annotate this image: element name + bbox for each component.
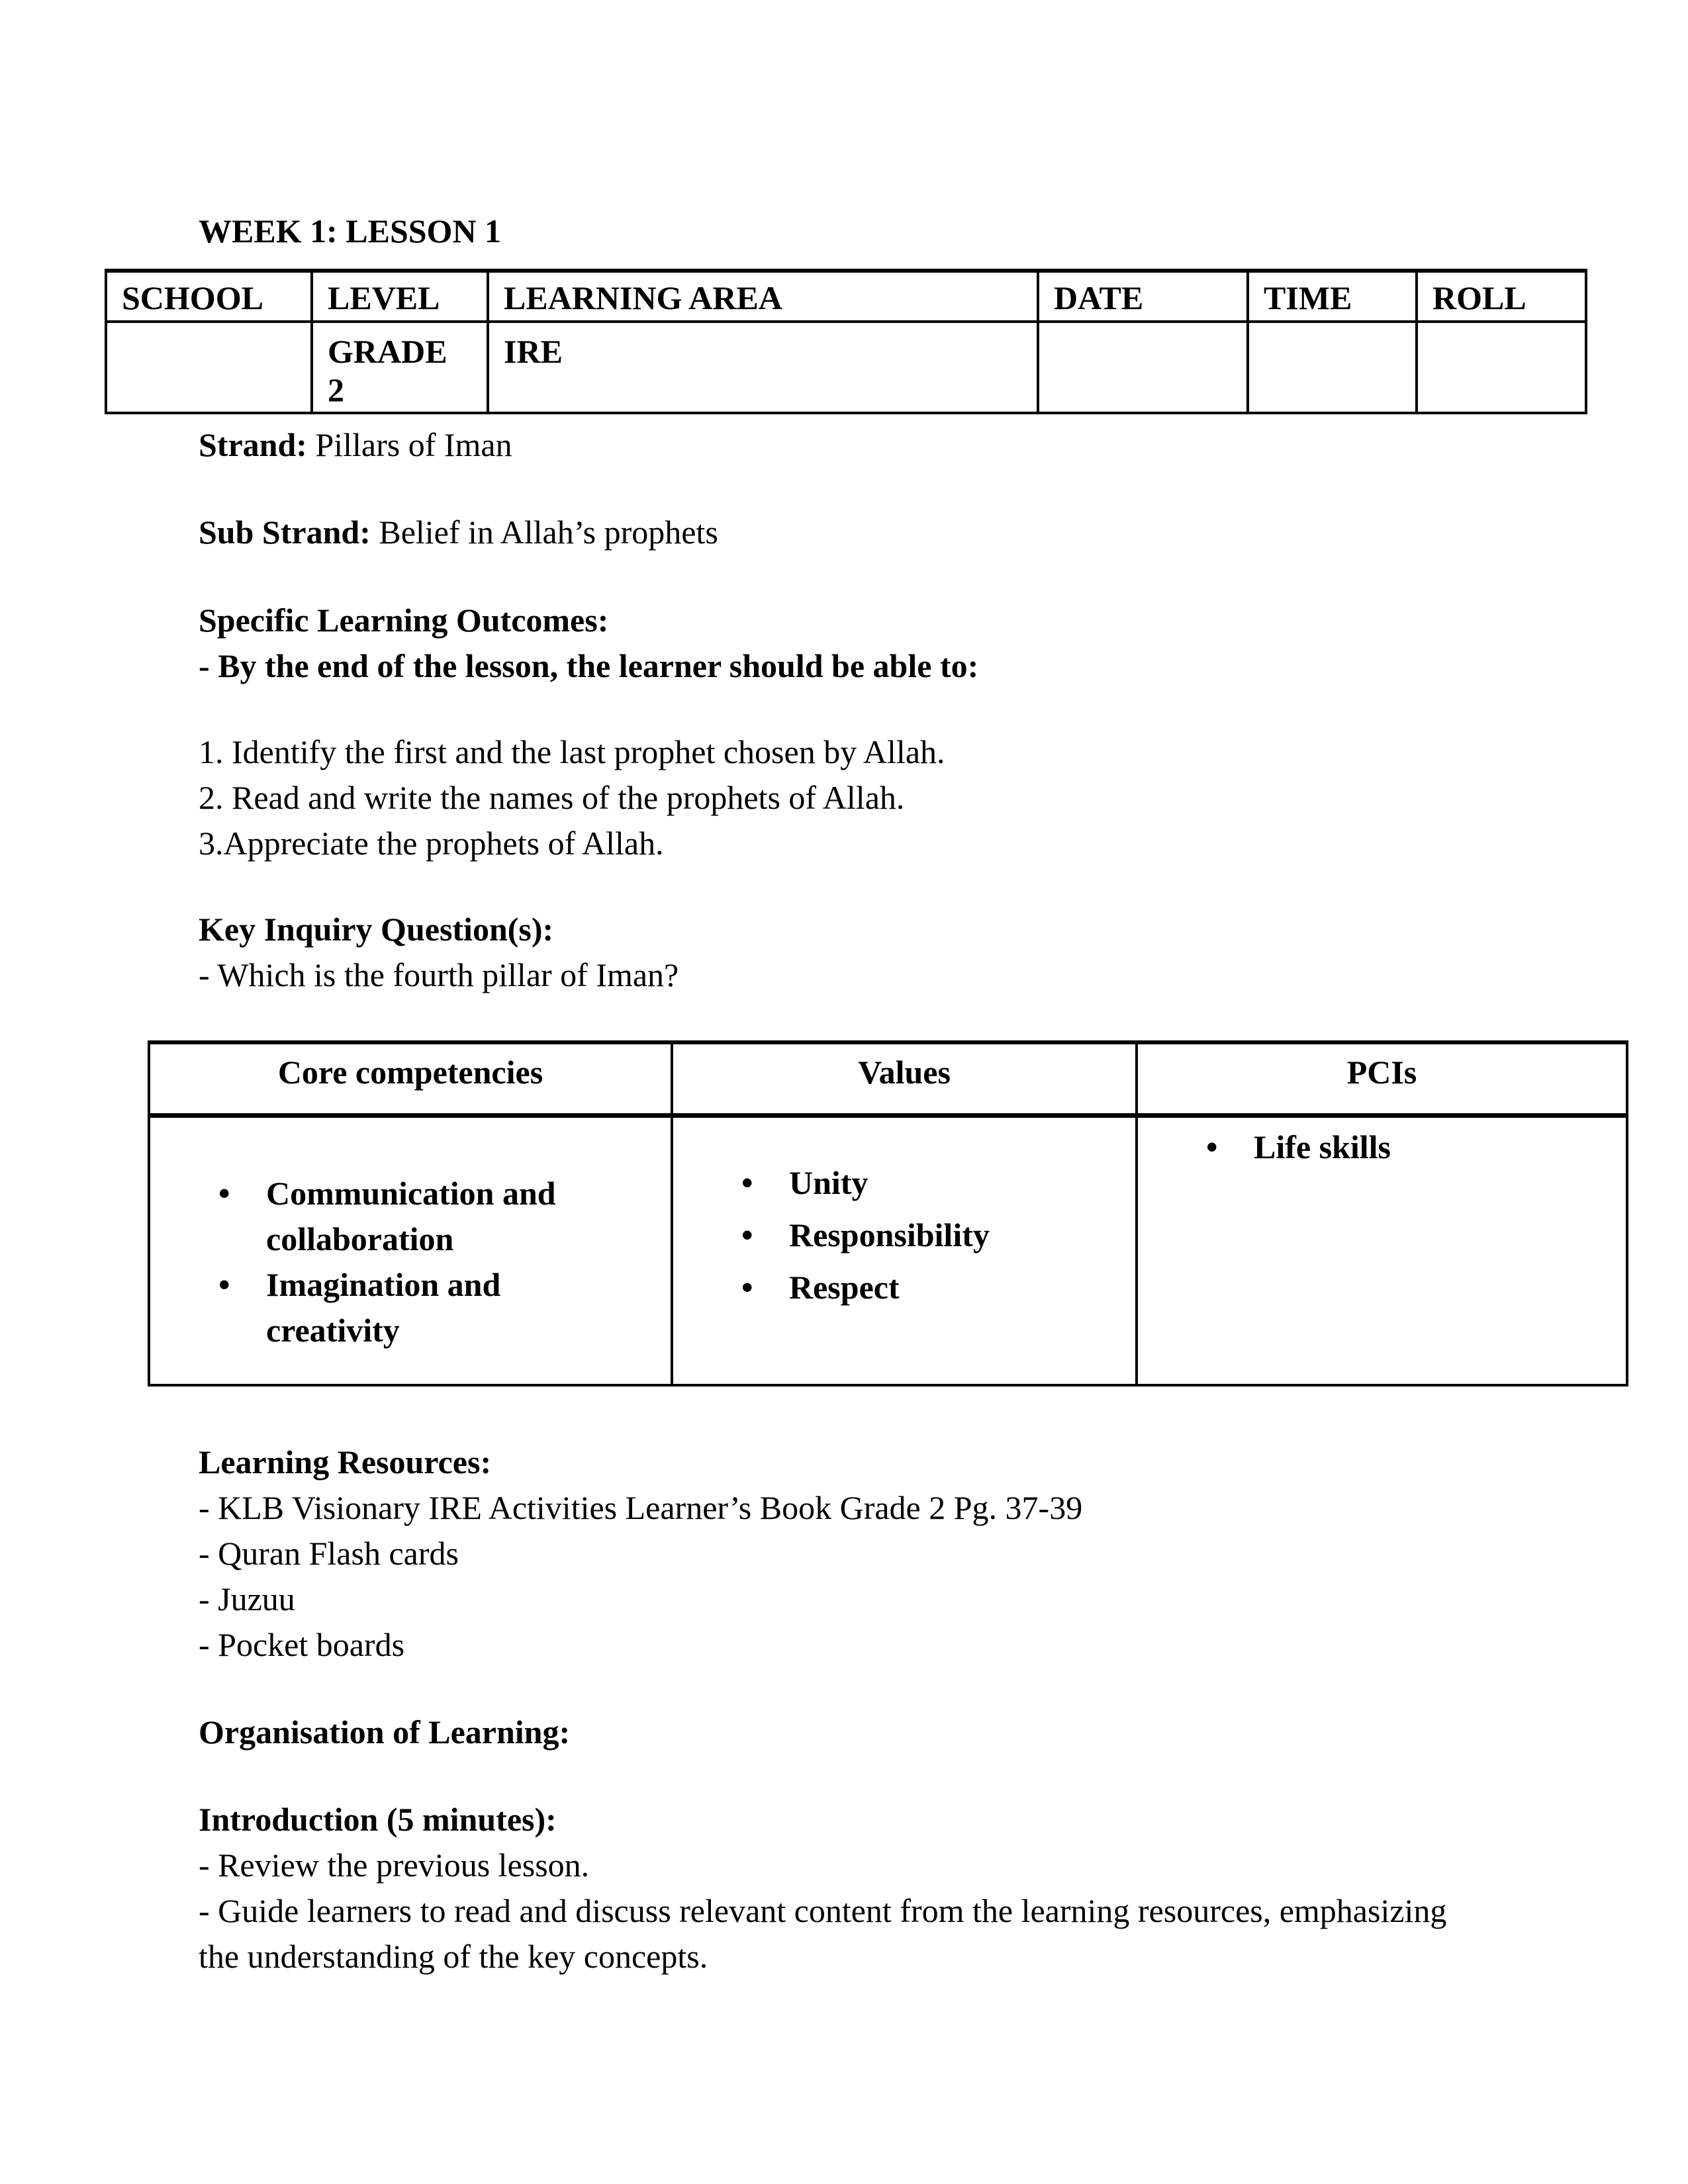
core-competency-item: • Communication and collaboration xyxy=(150,1171,637,1262)
page-title: WEEK 1: LESSON 1 xyxy=(199,212,502,250)
outcomes-intro: - By the end of the lesson, the learner should be able to: xyxy=(199,647,979,684)
value-item: • Unity xyxy=(673,1160,1125,1206)
sub-strand-line xyxy=(199,510,1589,555)
info-cell-date xyxy=(1038,322,1248,413)
organisation-heading: Organisation of Learning: xyxy=(199,1713,571,1751)
competency-body-row xyxy=(149,1115,1627,1385)
outcome-item: 2. Read and write the names of the prophets of Allah. xyxy=(199,779,905,816)
introduction-heading: Introduction (5 minutes): xyxy=(199,1801,557,1838)
core-competency-item: • Imagination and creativity xyxy=(150,1262,637,1353)
info-table-header-row xyxy=(106,271,1586,322)
value-item: • Respect xyxy=(673,1265,1125,1310)
learning-resource-item: - KLB Visionary IRE Activities Learner’s Book Grade 2 Pg. 37-39 xyxy=(199,1489,1083,1526)
learning-resource-item: - Juzuu xyxy=(199,1580,295,1617)
info-cell-learning-area: IRE xyxy=(488,322,1038,413)
sub-strand-value: Belief in Allah’s prophets xyxy=(379,514,718,551)
info-header-school: SCHOOL xyxy=(106,271,312,322)
pcis-list xyxy=(1138,1124,1616,1170)
learning-resources-list xyxy=(199,1485,1589,1668)
lesson-info-table xyxy=(105,269,1587,414)
competency-header-row xyxy=(149,1042,1627,1115)
competency-header-values: Values xyxy=(672,1042,1137,1115)
strand-value: Pillars of Iman xyxy=(315,426,512,463)
competency-header-pcis: PCIs xyxy=(1137,1042,1627,1115)
sub-strand-label: Sub Strand: xyxy=(199,514,371,551)
pcis-cell xyxy=(1137,1115,1627,1385)
introduction-lines xyxy=(199,1843,1589,1979)
introduction-line: - Review the previous lesson. xyxy=(199,1846,590,1884)
core-competencies-cell xyxy=(149,1115,672,1385)
values-list xyxy=(673,1160,1125,1310)
competency-header-core: Core competencies xyxy=(149,1042,672,1115)
learning-resource-item: - Quran Flash cards xyxy=(199,1535,459,1572)
info-header-roll: ROLL xyxy=(1417,271,1586,322)
learning-resource-item: - Pocket boards xyxy=(199,1626,405,1663)
outcome-item: 3.Appreciate the prophets of Allah. xyxy=(199,825,664,862)
outcomes-heading: Specific Learning Outcomes: xyxy=(199,602,609,639)
values-cell xyxy=(672,1115,1137,1385)
introduction-line: the understanding of the key concepts. xyxy=(199,1938,708,1975)
info-header-time: TIME xyxy=(1248,271,1417,322)
info-cell-time xyxy=(1248,322,1417,413)
introduction-line: - Guide learners to read and discuss relevant content from the learning resources, emphasizing xyxy=(199,1892,1447,1929)
info-table-value-row xyxy=(106,322,1586,413)
pci-item: • Life skills xyxy=(1138,1124,1616,1170)
info-cell-level: GRADE 2 xyxy=(312,322,488,413)
key-inquiry-question: - Which is the fourth pillar of Iman? xyxy=(199,956,679,993)
core-competencies-list xyxy=(150,1171,661,1353)
info-cell-school xyxy=(106,322,312,413)
info-cell-roll xyxy=(1417,322,1586,413)
key-inquiry-heading: Key Inquiry Question(s): xyxy=(199,911,554,948)
competency-table xyxy=(148,1040,1628,1387)
outcomes-list xyxy=(199,729,1589,866)
outcome-item: 1. Identify the first and the last prophet chosen by Allah. xyxy=(199,733,945,770)
strand-line xyxy=(199,422,1589,468)
strand-label: Strand: xyxy=(199,426,307,463)
learning-resources-heading: Learning Resources: xyxy=(199,1443,492,1480)
info-header-learning-area: LEARNING AREA xyxy=(488,271,1038,322)
info-header-date: DATE xyxy=(1038,271,1248,322)
value-item: • Responsibility xyxy=(673,1212,1125,1258)
info-header-level: LEVEL xyxy=(312,271,488,322)
